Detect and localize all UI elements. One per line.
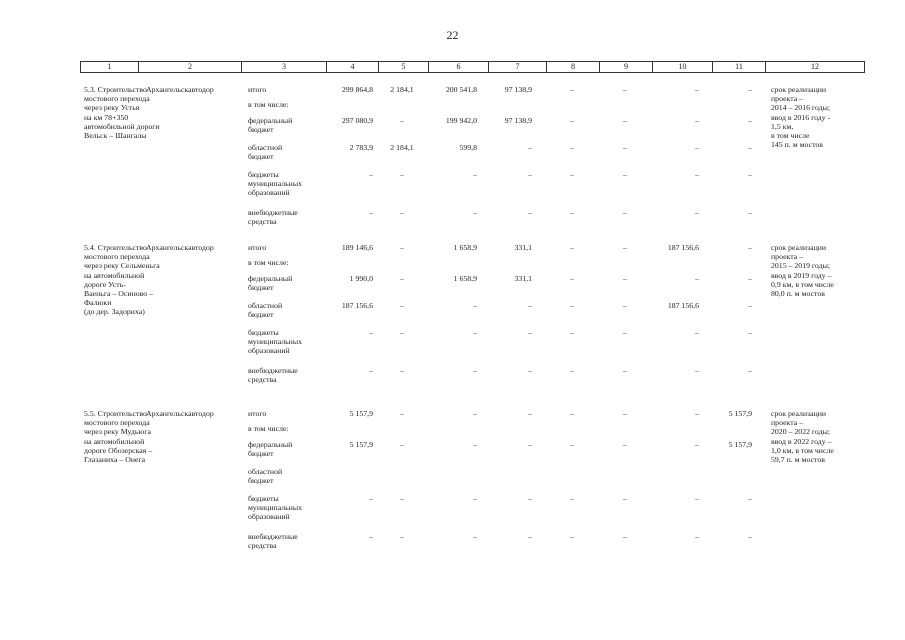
column-number-cell: 5	[378, 61, 428, 73]
value-cell: –	[528, 301, 532, 310]
value-cell: –	[695, 85, 699, 94]
funding-source-label: областной	[248, 301, 283, 310]
value-cell: –	[369, 208, 373, 217]
value-cell: –	[623, 301, 627, 310]
funding-source-label: внебюджетные	[248, 366, 298, 375]
value-cell: –	[528, 494, 532, 503]
note-line: проекта –	[771, 94, 804, 104]
value-cell: –	[570, 243, 574, 252]
project-name-line: мостового перехода	[84, 252, 150, 262]
value-cell: –	[748, 366, 752, 375]
value-cell: –	[369, 494, 373, 503]
value-cell: –	[570, 85, 574, 94]
value-cell: –	[400, 440, 404, 449]
executor: Архангельскавтодор	[146, 85, 214, 94]
value-cell: –	[748, 532, 752, 541]
column-number-cell: 10	[652, 61, 712, 73]
value-cell: –	[570, 532, 574, 541]
funding-source-label: муниципальных	[248, 337, 302, 347]
value-cell: 199 942,0	[445, 116, 477, 125]
funding-source-label: бюджеты	[248, 170, 279, 179]
project-name-line: через реку Сельменьга	[84, 261, 160, 271]
note-line: срок реализации	[771, 243, 827, 252]
value-cell: –	[623, 440, 627, 449]
funding-source-label: образований	[248, 346, 290, 356]
column-number-cell: 6	[428, 61, 488, 73]
value-cell: –	[473, 494, 477, 503]
value-cell: –	[695, 440, 699, 449]
value-cell: 187 156,6	[667, 243, 699, 252]
value-cell: –	[400, 494, 404, 503]
value-cell: –	[695, 328, 699, 337]
funding-source-label: муниципальных	[248, 503, 302, 513]
value-cell: –	[748, 85, 752, 94]
value-cell: –	[400, 409, 404, 418]
value-cell: –	[528, 532, 532, 541]
value-cell: –	[623, 243, 627, 252]
value-cell: –	[400, 170, 404, 179]
value-cell: –	[369, 328, 373, 337]
value-cell: –	[695, 532, 699, 541]
funding-source-label: бюджет	[248, 476, 274, 486]
value-cell: 5 157,9	[728, 409, 752, 418]
value-cell: –	[400, 301, 404, 310]
value-cell: –	[748, 208, 752, 217]
value-cell: –	[473, 409, 477, 418]
project-name-line: Глазаниха – Онега	[84, 455, 146, 464]
project-name-line: через реку Мудьюга	[84, 427, 151, 437]
funding-source-label: областной	[248, 143, 283, 152]
note-line: 80,0 п. м мостов	[771, 289, 825, 298]
funding-source-label: образований	[248, 512, 290, 522]
note-line: 2014 – 2016 годы;	[771, 103, 830, 113]
funding-source-label: внебюджетные	[248, 208, 298, 217]
column-number-cell: 7	[488, 61, 546, 73]
note-line: проекта –	[771, 418, 804, 428]
value-cell: –	[570, 328, 574, 337]
value-cell: –	[570, 208, 574, 217]
value-cell: –	[400, 366, 404, 375]
value-cell: 599,8	[459, 143, 477, 152]
column-number-cell: 2	[138, 61, 241, 73]
value-cell: –	[748, 116, 752, 125]
note-line: срок реализации	[771, 409, 827, 418]
value-cell: –	[570, 440, 574, 449]
note-line: 145 п. м мостов	[771, 140, 823, 150]
project-name-line: на автомобильной	[84, 436, 145, 446]
project-name-line: мостового перехода	[84, 418, 150, 428]
value-cell: –	[473, 208, 477, 217]
value-cell: 97 138,9	[504, 85, 532, 94]
value-cell: –	[748, 243, 752, 252]
value-cell: –	[400, 328, 404, 337]
value-cell: –	[748, 274, 752, 283]
funding-source-label: итого	[248, 85, 267, 94]
value-cell: –	[623, 494, 627, 503]
executor: Архангельскавтодор	[146, 409, 214, 418]
value-cell: –	[623, 208, 627, 217]
value-cell: 299 864,8	[341, 85, 373, 94]
funding-source-label: бюджет	[248, 283, 274, 293]
value-cell: –	[400, 274, 404, 283]
value-cell: 2 783,9	[349, 143, 373, 152]
value-cell: –	[695, 170, 699, 179]
value-cell: –	[369, 366, 373, 375]
value-cell: –	[623, 366, 627, 375]
project-name-line: мостового перехода	[84, 94, 150, 104]
value-cell: –	[748, 143, 752, 152]
value-cell: –	[570, 301, 574, 310]
funding-source-label: бюджет	[248, 310, 274, 320]
note-line: ввод в 2016 году -	[771, 112, 831, 122]
value-cell: –	[400, 243, 404, 252]
value-cell: –	[473, 440, 477, 449]
funding-source-label: областной	[248, 467, 283, 476]
value-cell: –	[473, 301, 477, 310]
value-cell: –	[570, 274, 574, 283]
value-cell: –	[473, 328, 477, 337]
funding-source-label: федеральный	[248, 116, 293, 125]
value-cell: –	[528, 170, 532, 179]
value-cell: –	[473, 170, 477, 179]
value-cell: –	[528, 208, 532, 217]
note-line: 2015 – 2019 годы;	[771, 261, 830, 271]
funding-source-label: бюджет	[248, 152, 274, 162]
value-cell: –	[473, 532, 477, 541]
note-line: 2020 – 2022 годы;	[771, 427, 830, 437]
note-line: проекта –	[771, 252, 804, 262]
value-cell: –	[695, 409, 699, 418]
value-cell: –	[623, 85, 627, 94]
value-cell: –	[369, 170, 373, 179]
value-cell: –	[570, 143, 574, 152]
value-cell: 5 157,9	[349, 440, 373, 449]
value-cell: –	[528, 409, 532, 418]
value-cell: –	[473, 366, 477, 375]
project-name-line: Фалюки	[84, 298, 112, 308]
column-number-cell: 9	[599, 61, 652, 73]
value-cell: –	[695, 366, 699, 375]
project-name-line: на автомобильной	[84, 270, 145, 280]
value-cell: –	[528, 366, 532, 375]
value-cell: 97 138,9	[504, 116, 532, 125]
value-cell: –	[570, 170, 574, 179]
funding-source-label: в том числе:	[248, 100, 289, 109]
value-cell: 1 658,9	[453, 243, 477, 252]
funding-source-label: бюджет	[248, 125, 274, 135]
value-cell: –	[528, 440, 532, 449]
value-cell: –	[400, 208, 404, 217]
value-cell: –	[369, 532, 373, 541]
column-number-cell: 12	[765, 61, 865, 73]
value-cell: –	[695, 208, 699, 217]
value-cell: –	[400, 116, 404, 125]
value-cell: –	[528, 328, 532, 337]
value-cell: –	[748, 494, 752, 503]
value-cell: 5 157,9	[349, 409, 373, 418]
column-number-cell: 3	[241, 61, 326, 73]
value-cell: 1 658,9	[453, 274, 477, 283]
value-cell: –	[528, 143, 532, 152]
funding-source-label: бюджеты	[248, 494, 279, 503]
funding-source-label: средства	[248, 541, 277, 551]
project-name-line: 5.4. Строительство	[84, 243, 147, 252]
funding-source-label: в том числе:	[248, 424, 289, 433]
value-cell: –	[570, 116, 574, 125]
note-line: в том числе	[771, 131, 810, 140]
project-name-line: дороге Усть-	[84, 279, 126, 289]
project-name-line: дороге Обозерская –	[84, 445, 153, 455]
value-cell: 331,1	[514, 243, 532, 252]
value-cell: –	[695, 274, 699, 283]
page-number: 22	[446, 28, 459, 42]
value-cell: –	[623, 409, 627, 418]
project-name-line: 5.5. Строительство	[84, 409, 147, 418]
funding-source-label: бюджеты	[248, 328, 279, 337]
project-name-line: (до дер. Задориха)	[84, 307, 145, 317]
value-cell: –	[695, 116, 699, 125]
value-cell: –	[570, 409, 574, 418]
value-cell: –	[400, 532, 404, 541]
value-cell: 189 146,6	[341, 243, 373, 252]
value-cell: –	[623, 328, 627, 337]
value-cell: 331,1	[514, 274, 532, 283]
funding-source-label: внебюджетные	[248, 532, 298, 541]
value-cell: 200 541,8	[445, 85, 477, 94]
value-cell: –	[623, 532, 627, 541]
column-number-cell: 4	[326, 61, 378, 73]
note-line: ввод в 2022 году –	[771, 436, 832, 446]
funding-source-label: бюджет	[248, 449, 274, 459]
value-cell: 2 184,1	[390, 143, 414, 152]
funding-source-label: средства	[248, 375, 277, 385]
note-line: срок реализации	[771, 85, 827, 94]
executor: Архангельскавтодор	[146, 243, 214, 252]
funding-source-label: в том числе:	[248, 258, 289, 267]
project-name-line: Вельск – Шангалы	[84, 131, 147, 140]
value-cell: –	[748, 170, 752, 179]
value-cell: –	[570, 366, 574, 375]
funding-source-label: образований	[248, 188, 290, 198]
project-name-line: Ваеньга – Осиново –	[84, 289, 154, 298]
column-number-cell: 1	[80, 61, 138, 73]
value-cell: –	[748, 328, 752, 337]
project-name-line: через реку Устья	[84, 103, 140, 113]
value-cell: 5 157,9	[728, 440, 752, 449]
project-name-line: автомобильной дороги	[84, 121, 160, 131]
funding-source-label: итого	[248, 243, 267, 252]
funding-source-label: средства	[248, 217, 277, 227]
note-line: 0,9 км, в том числе	[771, 279, 834, 289]
value-cell: –	[570, 494, 574, 503]
funding-source-label: федеральный	[248, 274, 293, 283]
column-number-cell: 11	[712, 61, 765, 73]
value-cell: –	[623, 143, 627, 152]
column-number-header	[80, 61, 864, 72]
project-name-line: 5.3. Строительство	[84, 85, 147, 94]
note-line: 1,5 км,	[771, 121, 794, 131]
note-line: 59,7 п. м мостов	[771, 455, 825, 464]
column-number-cell: 8	[546, 61, 599, 73]
note-line: ввод в 2019 году –	[771, 270, 832, 280]
value-cell: –	[695, 143, 699, 152]
value-cell: 1 990,0	[349, 274, 373, 283]
note-line: 1,0 км, в том числе	[771, 445, 834, 455]
value-cell: –	[623, 274, 627, 283]
funding-source-label: федеральный	[248, 440, 293, 449]
value-cell: –	[748, 301, 752, 310]
value-cell: 297 080,9	[341, 116, 373, 125]
funding-source-label: итого	[248, 409, 267, 418]
value-cell: –	[623, 116, 627, 125]
project-name-line: на км 78+350	[84, 112, 129, 122]
value-cell: 187 156,6	[341, 301, 373, 310]
value-cell: 2 184,1	[390, 85, 414, 94]
value-cell: –	[623, 170, 627, 179]
value-cell: –	[695, 494, 699, 503]
value-cell: 187 156,6	[667, 301, 699, 310]
funding-source-label: муниципальных	[248, 179, 302, 189]
